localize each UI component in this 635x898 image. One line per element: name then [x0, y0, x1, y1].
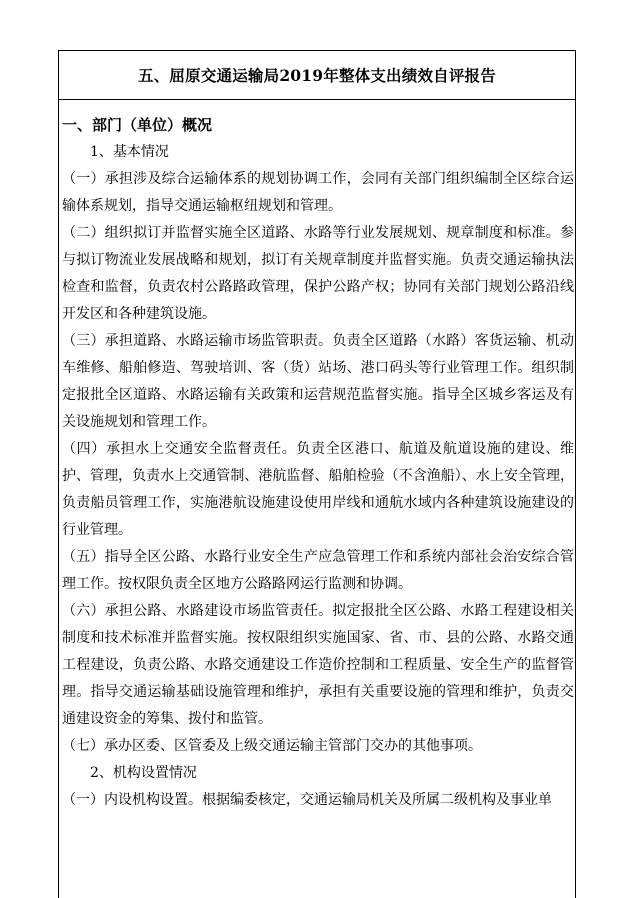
duty-paragraph-2: （二）组织拟订并监督实施全区道路、水路等行业发展规划、规章制度和标准。参与拟订物流业发展战略和规划，拟订有关规章制度并监督实施。负责交通运输执法检查和监督，负责农村公路路政管理，保护公路产权；协同有关部门规划公路沿线开发区和各种建筑设施。: [62, 225, 574, 322]
organization-paragraph-1: （一）内设机构设置。根据编委核定，交通运输局机关及所属二级机构及事业单: [62, 792, 552, 808]
duty-paragraph-4: （四）承担水上交通安全监督责任。负责全区港口、航道及航道设施的建设、维护、管理，负责水上交通管制、港航监督、船舶检验（不含渔船）、水上安全管理，负责船员管理工作，实施港航设施建设使用岸线和通航水域内各种建筑设施建设的行业管理。: [62, 441, 574, 538]
report-title: 五、屈原交通运输局2019年整体支出绩效自评报告: [58, 50, 576, 100]
duty-paragraph-5: （五）指导全区公路、水路行业安全生产应急管理工作和系统内部社会治安综合管理工作。按权限负责全区地方公路路网运行监测和协调。: [62, 549, 574, 592]
subsection-organization: 2、机构设置情况: [90, 765, 197, 781]
section-heading-overview: 一、部门（单位）概况: [62, 116, 213, 134]
report-body: [62, 112, 574, 814]
duty-paragraph-1: （一）承担涉及综合运输体系的规划协调工作，会同有关部门组织编制全区综合运输体系规划，指导交通运输枢纽规划和管理。: [62, 171, 574, 214]
duty-paragraph-7: （七）承办区委、区管委及上级交通运输主管部门交办的其他事项。: [62, 738, 482, 754]
subsection-basic-info: 1、基本情况: [90, 144, 169, 160]
duty-paragraph-6: （六）承担公路、水路建设市场监管责任。拟定报批全区公路、水路工程建设相关制度和技术标准并监督实施。按权限组织实施国家、省、市、县的公路、水路交通工程建设，负责公路、水路交通建设工作造价控制和工程质量、安全生产的监督管理。指导交通运输基础设施管理和维护，承担有关重要设施的管理和维护，负责交通建设资金的筹集、拨付和监管。: [62, 603, 574, 727]
duty-paragraph-3: （三）承担道路、水路运输市场监管职责。负责全区道路（水路）客货运输、机动车维修、船舶修造、驾驶培训、客（货）站场、港口码头等行业管理工作。组织制定报批全区道路、水路运输有关政策和运营规范监督实施。指导全区城乡客运及有关设施规划和管理工作。: [62, 333, 574, 430]
